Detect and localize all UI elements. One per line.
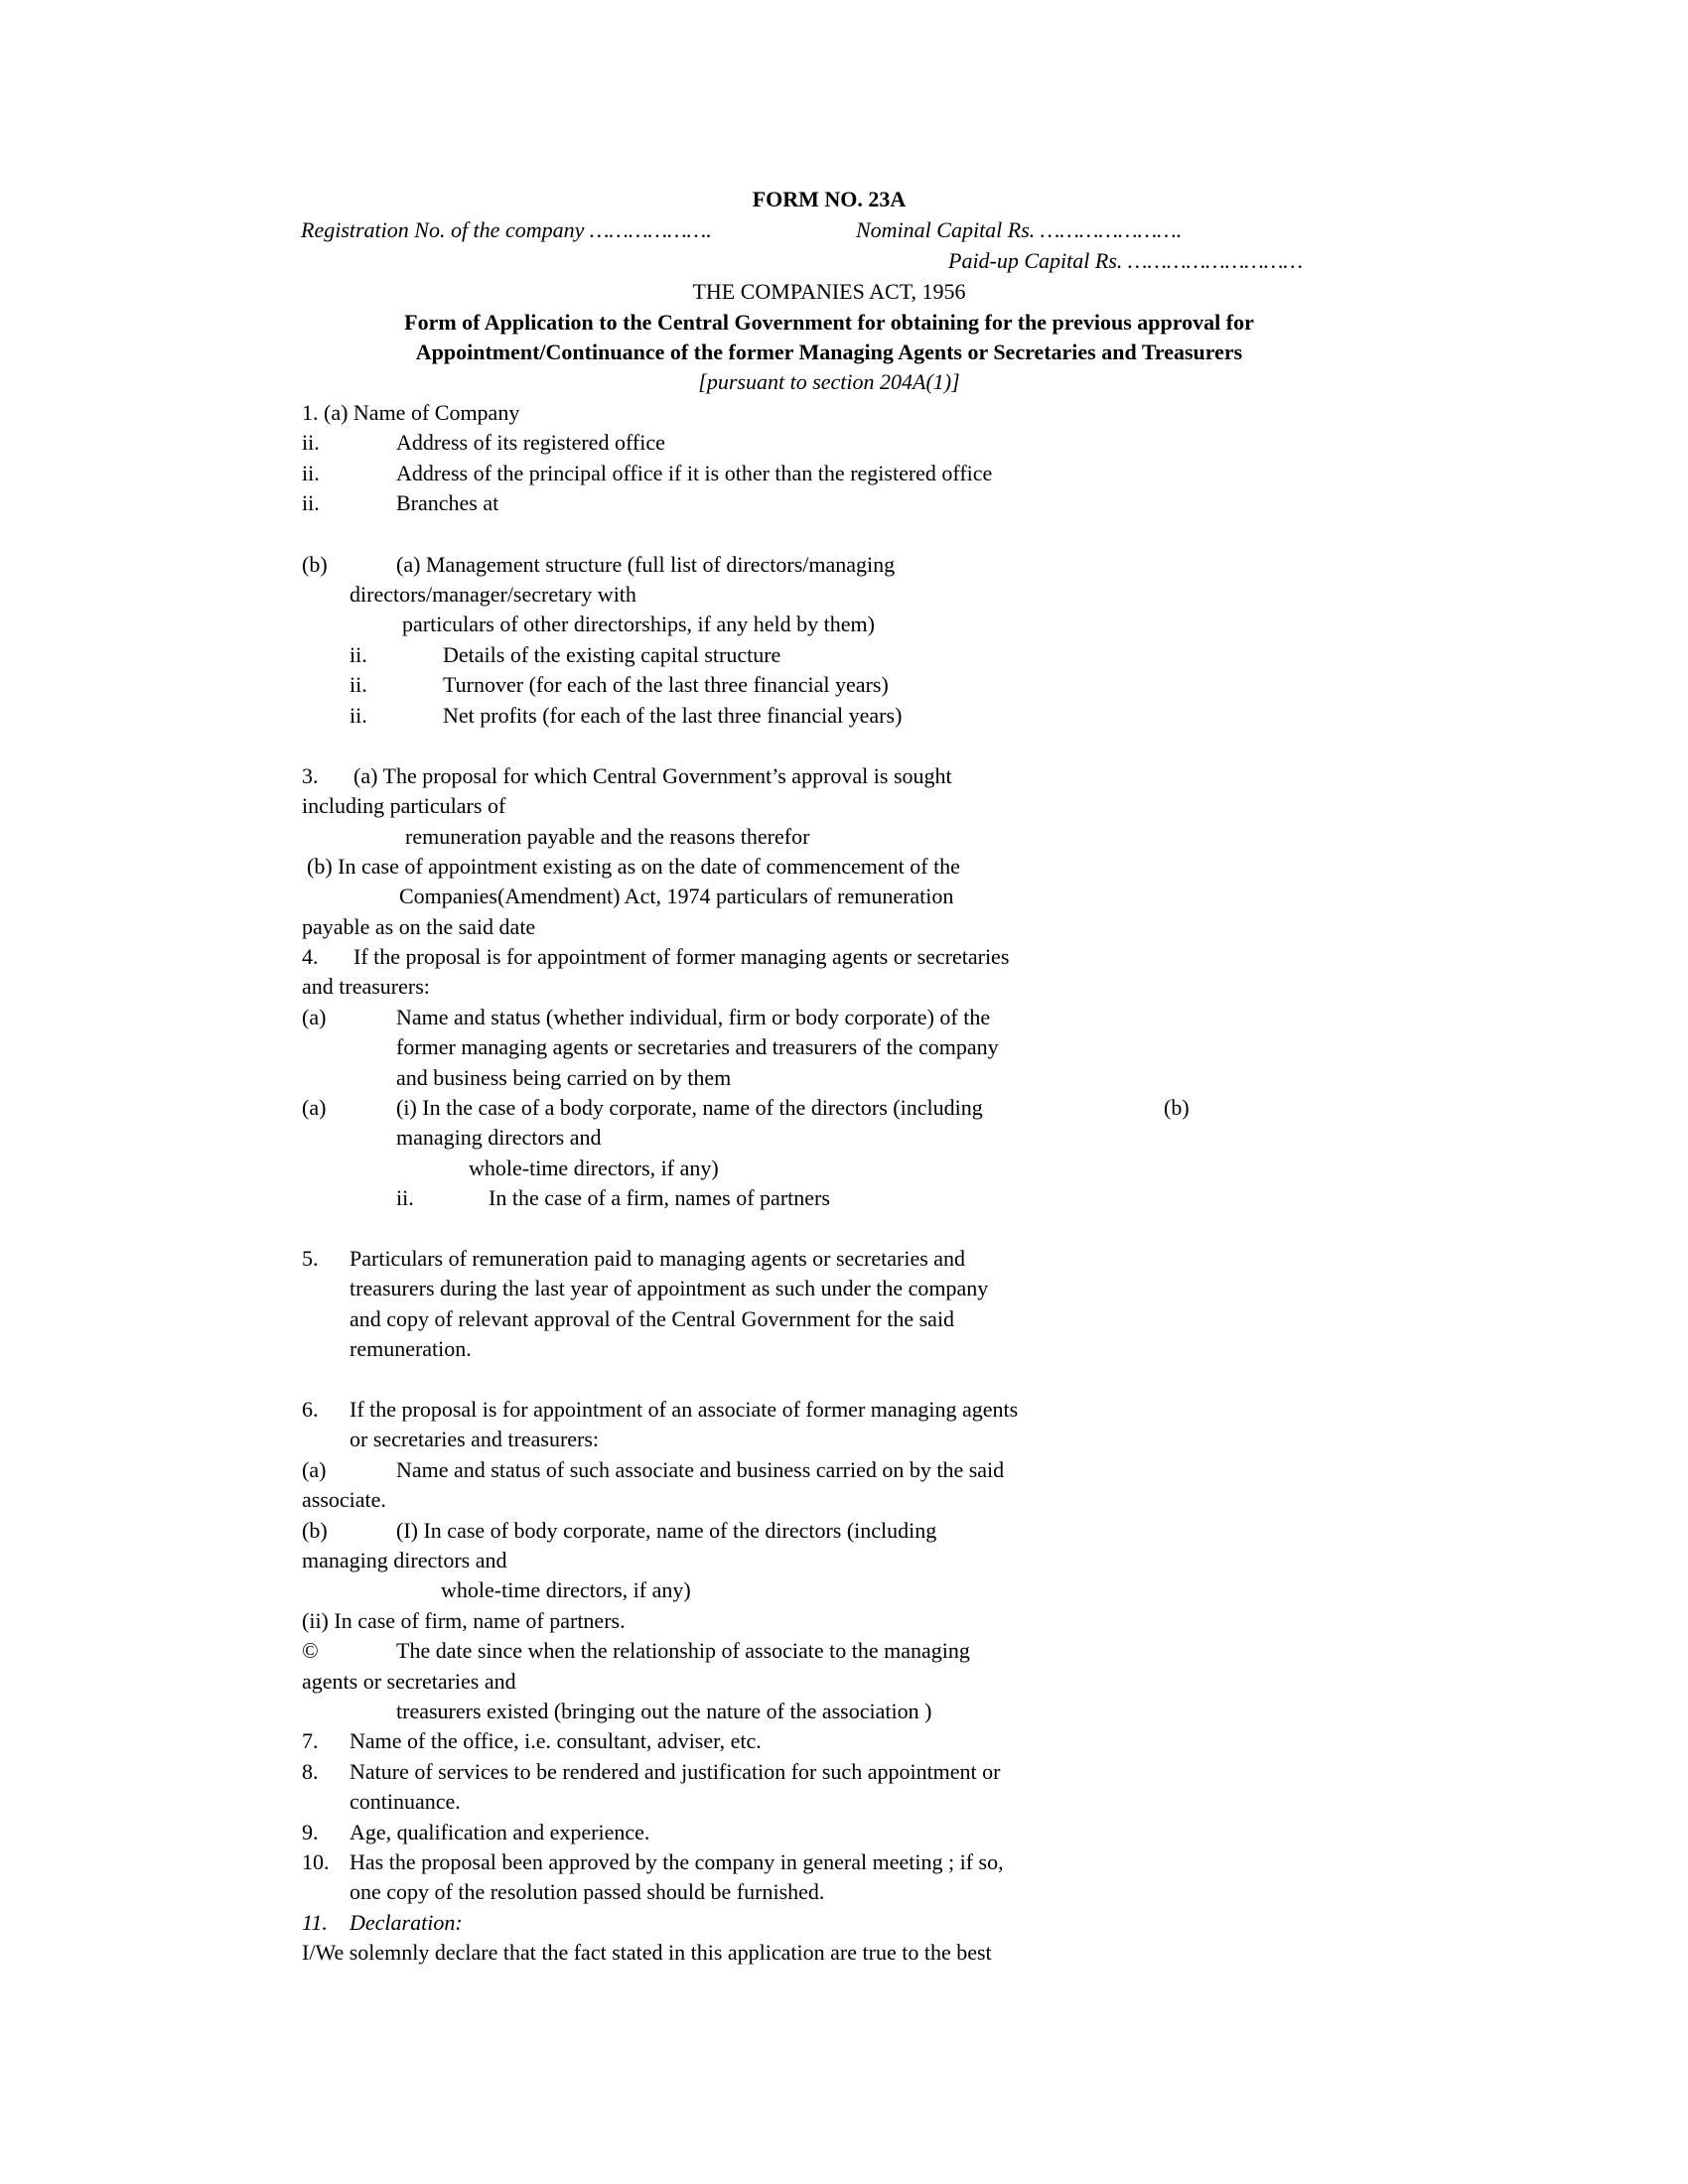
registration-no: Registration No. of the company ………………. bbox=[301, 217, 712, 242]
item-6b-cont: managing directors and bbox=[302, 1548, 507, 1572]
form-title-line2: Appointment/Continuance of the former Managing Agents or Secretaries and Treasurers bbox=[415, 340, 1243, 364]
item-4-body-corporate-cont: whole-time directors, if any) bbox=[469, 1156, 719, 1180]
item-number: 8. bbox=[302, 1759, 319, 1784]
item-6a-name-status: Name and status of such associate and business carried on by the said bbox=[396, 1457, 1005, 1482]
item-5-cont: treasurers during the last year of appointment as such under the company bbox=[350, 1276, 989, 1300]
item-4-proposal-cont: and treasurers: bbox=[302, 974, 430, 999]
item-marker: ii. bbox=[350, 642, 367, 667]
form-title-line1: Form of Application to the Central Government for obtaining for the previous approval for bbox=[404, 310, 1254, 335]
item-1a-name-of-company: 1. (a) Name of Company bbox=[302, 400, 520, 425]
item-6-associate: If the proposal is for appointment of an associate of former managing agents bbox=[350, 1397, 1019, 1422]
item-3a-proposal-cont: including particulars of bbox=[302, 793, 506, 818]
item-net-profits: Net profits (for each of the last three financial years) bbox=[443, 703, 903, 728]
item-6-cont: or secretaries and treasurers: bbox=[350, 1427, 600, 1451]
pursuant-section: [pursuant to section 204A(1)] bbox=[698, 369, 960, 394]
item-number: 9. bbox=[302, 1820, 319, 1844]
declaration-text: I/We solemnly declare that the fact stated in this application are true to the best bbox=[302, 1940, 992, 1965]
item-9-age-qualification: Age, qualification and experience. bbox=[350, 1820, 650, 1844]
item-marker: (a) bbox=[302, 1457, 327, 1482]
item-turnover: Turnover (for each of the last three financial years) bbox=[443, 672, 889, 697]
item-4-proposal: If the proposal is for appointment of former managing agents or secretaries bbox=[353, 944, 1010, 969]
item-3b-cont: Companies(Amendment) Act, 1974 particulars of remuneration bbox=[399, 884, 954, 908]
item-6c-relationship-date: The date since when the relationship of associate to the managing bbox=[396, 1638, 970, 1663]
nominal-capital: Nominal Capital Rs. …………………. bbox=[856, 217, 1183, 242]
item-capital-structure: Details of the existing capital structure bbox=[443, 642, 781, 667]
item-3b-existing-appointment: (b) In case of appointment existing as on the date of commencement of the bbox=[307, 854, 960, 879]
item-3a-proposal: (a) The proposal for which Central Government’s approval is sought bbox=[353, 763, 952, 788]
item-marker: ii. bbox=[302, 461, 320, 485]
item-management-structure: (a) Management structure (full list of directors/managing bbox=[396, 552, 896, 577]
item-4a-cont: former managing agents or secretaries and treasurers of the company bbox=[396, 1034, 999, 1059]
item-4-firm-partners: In the case of a firm, names of partners bbox=[489, 1185, 830, 1210]
item-branches: Branches at bbox=[396, 490, 499, 515]
form-number: FORM NO. 23A bbox=[752, 187, 907, 211]
item-10-approval: Has the proposal been approved by the company in general meeting ; if so, bbox=[350, 1849, 1004, 1874]
item-marker: (b) bbox=[302, 1518, 328, 1543]
item-6c-cont: agents or secretaries and bbox=[302, 1669, 516, 1694]
item-4-body-corporate: (i) In the case of a body corporate, name of the directors (including bbox=[396, 1095, 983, 1120]
paidup-capital: Paid-up Capital Rs. ……………………… bbox=[948, 248, 1303, 273]
item-number: 6. bbox=[302, 1397, 319, 1422]
item-marker: (b) bbox=[1164, 1095, 1190, 1120]
item-4a-name-status: Name and status (whether individual, firm or body corporate) of the bbox=[396, 1005, 991, 1029]
item-5-remuneration: Particulars of remuneration paid to managing agents or secretaries and bbox=[350, 1246, 966, 1271]
item-marker: (a) bbox=[302, 1095, 327, 1120]
item-6b-body-corporate: (I) In case of body corporate, name of the directors (including bbox=[396, 1518, 937, 1543]
item-marker: (a) bbox=[302, 1005, 327, 1029]
item-5-cont: and copy of relevant approval of the Central Government for the said bbox=[350, 1306, 955, 1331]
item-6b-cont: whole-time directors, if any) bbox=[441, 1577, 691, 1602]
item-marker: ii. bbox=[302, 430, 320, 455]
item-number: 10. bbox=[302, 1849, 330, 1874]
item-number: 7. bbox=[302, 1728, 319, 1753]
item-marker: ii. bbox=[350, 703, 367, 728]
item-number: 11. bbox=[302, 1910, 328, 1935]
item-8-cont: continuance. bbox=[350, 1789, 461, 1814]
item-management-structure-cont: particulars of other directorships, if any held by them) bbox=[402, 612, 875, 636]
item-number: 5. bbox=[302, 1246, 319, 1271]
item-6a-cont: associate. bbox=[302, 1487, 386, 1512]
item-6b-firm: (ii) In case of firm, name of partners. bbox=[302, 1608, 626, 1633]
item-8-services: Nature of services to be rendered and justification for such appointment or bbox=[350, 1759, 1001, 1784]
item-4-body-corporate-cont: managing directors and bbox=[396, 1125, 602, 1150]
item-11-declaration-heading: Declaration: bbox=[350, 1910, 463, 1935]
item-marker: ii. bbox=[396, 1185, 414, 1210]
item-3b-cont: payable as on the said date bbox=[302, 914, 536, 939]
item-5-cont: remuneration. bbox=[350, 1336, 472, 1361]
item-4a-cont: and business being carried on by them bbox=[396, 1065, 732, 1090]
item-marker: ii. bbox=[302, 490, 320, 515]
item-3a-proposal-cont: remuneration payable and the reasons therefor bbox=[405, 824, 810, 849]
item-registered-office: Address of its registered office bbox=[396, 430, 665, 455]
item-principal-office: Address of the principal office if it is other than the registered office bbox=[396, 461, 993, 485]
item-management-structure-cont: directors/manager/secretary with bbox=[350, 582, 636, 607]
act-title: THE COMPANIES ACT, 1956 bbox=[692, 279, 966, 304]
item-marker: (b) bbox=[302, 552, 328, 577]
item-marker: ii. bbox=[350, 672, 367, 697]
item-6c-cont: treasurers existed (bringing out the nature of the association ) bbox=[396, 1699, 932, 1723]
item-marker: © bbox=[302, 1638, 319, 1663]
item-number: 3. bbox=[302, 763, 319, 788]
item-number: 4. bbox=[302, 944, 319, 969]
item-7-office: Name of the office, i.e. consultant, adviser, etc. bbox=[350, 1728, 762, 1753]
item-10-cont: one copy of the resolution passed should be furnished. bbox=[350, 1879, 825, 1904]
